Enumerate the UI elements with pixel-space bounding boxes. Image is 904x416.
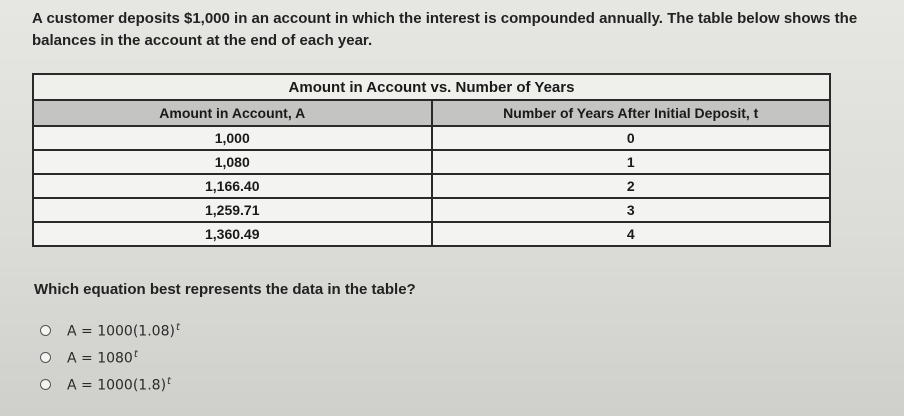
question-text: Which equation best represents the data in the table? bbox=[34, 281, 416, 298]
cell-years: 0 bbox=[432, 126, 831, 150]
option-c[interactable] bbox=[40, 371, 180, 398]
cell-amount: 1,360.49 bbox=[33, 222, 432, 246]
option-a-equation: $A = 1000(1.08)^t$ bbox=[67, 321, 180, 340]
radio-button-icon[interactable] bbox=[40, 352, 51, 363]
option-c-equation: $A = 1000(1.8)^t$ bbox=[67, 375, 171, 394]
cell-years: 3 bbox=[432, 198, 831, 222]
option-b[interactable] bbox=[40, 344, 180, 371]
cell-years: 1 bbox=[432, 150, 831, 174]
cell-amount: 1,080 bbox=[33, 150, 432, 174]
table-row bbox=[33, 126, 830, 150]
option-b-equation: $A = 1080^t$ bbox=[67, 348, 138, 367]
table-title: Amount in Account vs. Number of Years bbox=[33, 74, 830, 100]
table-row bbox=[33, 222, 830, 246]
answer-options bbox=[40, 317, 180, 398]
cell-amount: 1,166.40 bbox=[33, 174, 432, 198]
cell-years: 2 bbox=[432, 174, 831, 198]
cell-amount: 1,000 bbox=[33, 126, 432, 150]
question-prompt: A customer deposits $1,000 in an account in which the interest is compounded annually. The table below shows the balances in the account at the end of each year. bbox=[32, 10, 858, 49]
option-a[interactable] bbox=[40, 317, 180, 344]
header-years: Number of Years After Initial Deposit, t bbox=[432, 100, 831, 126]
table-row bbox=[33, 198, 830, 222]
cell-amount: 1,259.71 bbox=[33, 198, 432, 222]
radio-button-icon[interactable] bbox=[40, 325, 51, 336]
table-row bbox=[33, 150, 830, 174]
radio-button-icon[interactable] bbox=[40, 379, 51, 390]
header-amount: Amount in Account, A bbox=[33, 100, 432, 126]
table-row bbox=[33, 174, 830, 198]
cell-years: 4 bbox=[432, 222, 831, 246]
data-table bbox=[32, 73, 831, 247]
